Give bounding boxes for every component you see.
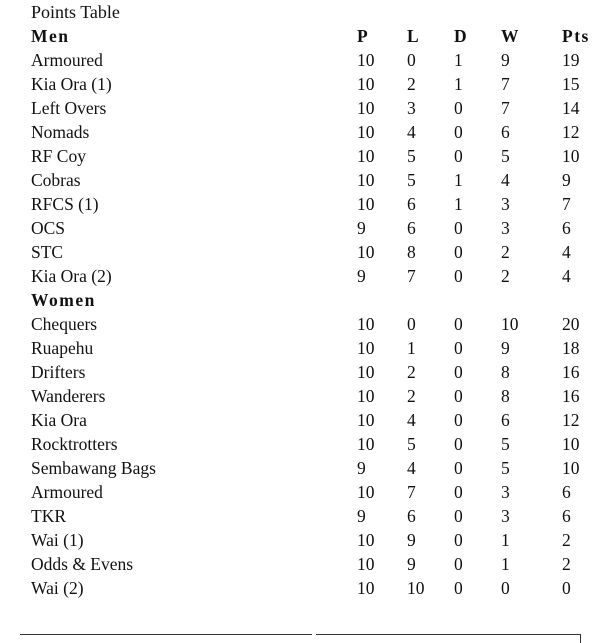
won-value: 2: [501, 266, 510, 286]
bottom-rule-right: [316, 634, 581, 635]
played-value: 10: [357, 314, 375, 334]
table-row: [0, 456, 603, 480]
won-value: 5: [501, 434, 510, 454]
drawn-value: 0: [454, 482, 463, 502]
won-value: 2: [501, 242, 510, 262]
table-row: [0, 240, 603, 264]
column-header-l: L: [407, 26, 421, 46]
table-row: [0, 264, 603, 288]
lost-value: 7: [407, 266, 416, 286]
played-value: 10: [357, 122, 375, 142]
team-name: Cobras: [31, 170, 81, 190]
drawn-value: 0: [454, 266, 463, 286]
table-row: [0, 336, 603, 360]
lost-value: 2: [407, 74, 416, 94]
lost-value: 5: [407, 170, 416, 190]
points-value: 16: [562, 386, 580, 406]
team-name: TKR: [31, 506, 66, 526]
table-row: [0, 552, 603, 576]
lost-value: 10: [407, 578, 425, 598]
drawn-value: 0: [454, 578, 463, 598]
drawn-value: 0: [454, 218, 463, 238]
played-value: 10: [357, 242, 375, 262]
table-row: [0, 144, 603, 168]
played-value: 10: [357, 578, 375, 598]
lost-value: 8: [407, 242, 416, 262]
played-value: 10: [357, 74, 375, 94]
lost-value: 9: [407, 554, 416, 574]
table-row: [0, 72, 603, 96]
drawn-value: 0: [454, 146, 463, 166]
points-value: 12: [562, 410, 580, 430]
lost-value: 4: [407, 458, 416, 478]
bottom-rule-tick: [580, 634, 581, 643]
lost-value: 7: [407, 482, 416, 502]
column-header-pts: Pts: [562, 26, 590, 46]
points-value: 7: [562, 194, 571, 214]
won-value: 4: [501, 170, 510, 190]
bottom-rule-left: [20, 634, 312, 635]
points-value: 2: [562, 530, 571, 550]
lost-value: 4: [407, 410, 416, 430]
won-value: 7: [501, 74, 510, 94]
table-row: [0, 120, 603, 144]
drawn-value: 0: [454, 554, 463, 574]
won-value: 3: [501, 218, 510, 238]
drawn-value: 0: [454, 362, 463, 382]
played-value: 10: [357, 434, 375, 454]
points-value: 12: [562, 122, 580, 142]
won-value: 9: [501, 338, 510, 358]
column-header-w: W: [501, 26, 520, 46]
points-value: 6: [562, 482, 571, 502]
lost-value: 3: [407, 98, 416, 118]
drawn-value: 1: [454, 194, 463, 214]
played-value: 10: [357, 98, 375, 118]
table-row: [0, 216, 603, 240]
drawn-value: 0: [454, 458, 463, 478]
points-value: 20: [562, 314, 580, 334]
drawn-value: 1: [454, 50, 463, 70]
points-value: 6: [562, 506, 571, 526]
document-title: Points Table: [31, 2, 120, 22]
table-row: [0, 408, 603, 432]
points-value: 15: [562, 74, 580, 94]
table-row: [0, 168, 603, 192]
played-value: 10: [357, 530, 375, 550]
points-value: 18: [562, 338, 580, 358]
team-name: Armoured: [31, 482, 103, 502]
played-value: 10: [357, 338, 375, 358]
won-value: 1: [501, 530, 510, 550]
lost-value: 5: [407, 146, 416, 166]
drawn-value: 0: [454, 338, 463, 358]
played-value: 10: [357, 554, 375, 574]
table-row: [0, 504, 603, 528]
drawn-value: 1: [454, 170, 463, 190]
won-value: 5: [501, 146, 510, 166]
won-value: 1: [501, 554, 510, 574]
lost-value: 4: [407, 122, 416, 142]
won-value: 7: [501, 98, 510, 118]
team-name: Odds & Evens: [31, 554, 134, 574]
played-value: 10: [357, 410, 375, 430]
played-value: 10: [357, 50, 375, 70]
lost-value: 6: [407, 218, 416, 238]
played-value: 9: [357, 218, 366, 238]
table-row: [0, 360, 603, 384]
played-value: 9: [357, 458, 366, 478]
drawn-value: 0: [454, 98, 463, 118]
points-value: 10: [562, 434, 580, 454]
won-value: 8: [501, 362, 510, 382]
played-value: 10: [357, 386, 375, 406]
drawn-value: 0: [454, 386, 463, 406]
table-row: [0, 480, 603, 504]
lost-value: 0: [407, 50, 416, 70]
won-value: 3: [501, 194, 510, 214]
section-heading: Women: [31, 290, 96, 310]
lost-value: 9: [407, 530, 416, 550]
team-name: Left Overs: [31, 98, 107, 118]
drawn-value: 0: [454, 530, 463, 550]
won-value: 3: [501, 482, 510, 502]
points-value: 2: [562, 554, 571, 574]
won-value: 5: [501, 458, 510, 478]
table-row: [0, 384, 603, 408]
team-name: Sembawang Bags: [31, 458, 156, 478]
points-value: 0: [562, 578, 571, 598]
points-value: 19: [562, 50, 580, 70]
lost-value: 2: [407, 386, 416, 406]
played-value: 10: [357, 194, 375, 214]
drawn-value: 0: [454, 506, 463, 526]
team-name: STC: [31, 242, 64, 262]
team-name: Armoured: [31, 50, 103, 70]
drawn-value: 0: [454, 242, 463, 262]
table-row: [0, 432, 603, 456]
drawn-value: 0: [454, 434, 463, 454]
team-name: Wai (2): [31, 578, 84, 598]
team-name: OCS: [31, 218, 66, 238]
team-name: RF Coy: [31, 146, 86, 166]
won-value: 3: [501, 506, 510, 526]
column-header-d: D: [454, 26, 469, 46]
drawn-value: 1: [454, 74, 463, 94]
section-heading-row-women: [0, 288, 603, 312]
won-value: 6: [501, 410, 510, 430]
won-value: 10: [501, 314, 519, 334]
points-value: 6: [562, 218, 571, 238]
section-heading: Men: [31, 26, 70, 46]
played-value: 10: [357, 146, 375, 166]
table-row: [0, 576, 603, 600]
team-name: Wanderers: [31, 386, 106, 406]
won-value: 6: [501, 122, 510, 142]
played-value: 10: [357, 170, 375, 190]
played-value: 9: [357, 266, 366, 286]
team-name: Kia Ora: [31, 410, 87, 430]
team-name: Nomads: [31, 122, 90, 142]
drawn-value: 0: [454, 122, 463, 142]
points-value: 10: [562, 458, 580, 478]
team-name: Kia Ora (1): [31, 74, 112, 94]
team-name: Rocktrotters: [31, 434, 118, 454]
column-header-p: P: [357, 26, 370, 46]
lost-value: 6: [407, 506, 416, 526]
points-value: 4: [562, 242, 571, 262]
played-value: 10: [357, 482, 375, 502]
table-row: [0, 312, 603, 336]
team-name: Kia Ora (2): [31, 266, 112, 286]
team-name: Ruapehu: [31, 338, 94, 358]
team-name: Drifters: [31, 362, 86, 382]
section-heading-row-men: [0, 24, 603, 48]
points-value: 16: [562, 362, 580, 382]
points-value: 14: [562, 98, 580, 118]
lost-value: 6: [407, 194, 416, 214]
lost-value: 0: [407, 314, 416, 334]
table-row: [0, 528, 603, 552]
won-value: 8: [501, 386, 510, 406]
team-name: Chequers: [31, 314, 98, 334]
lost-value: 1: [407, 338, 416, 358]
lost-value: 5: [407, 434, 416, 454]
lost-value: 2: [407, 362, 416, 382]
table-row: [0, 192, 603, 216]
played-value: 10: [357, 362, 375, 382]
table-row: [0, 48, 603, 72]
points-value: 9: [562, 170, 571, 190]
drawn-value: 0: [454, 314, 463, 334]
won-value: 0: [501, 578, 510, 598]
team-name: RFCS (1): [31, 194, 99, 214]
won-value: 9: [501, 50, 510, 70]
points-value: 10: [562, 146, 580, 166]
points-value: 4: [562, 266, 571, 286]
drawn-value: 0: [454, 410, 463, 430]
team-name: Wai (1): [31, 530, 84, 550]
played-value: 9: [357, 506, 366, 526]
table-row: [0, 96, 603, 120]
